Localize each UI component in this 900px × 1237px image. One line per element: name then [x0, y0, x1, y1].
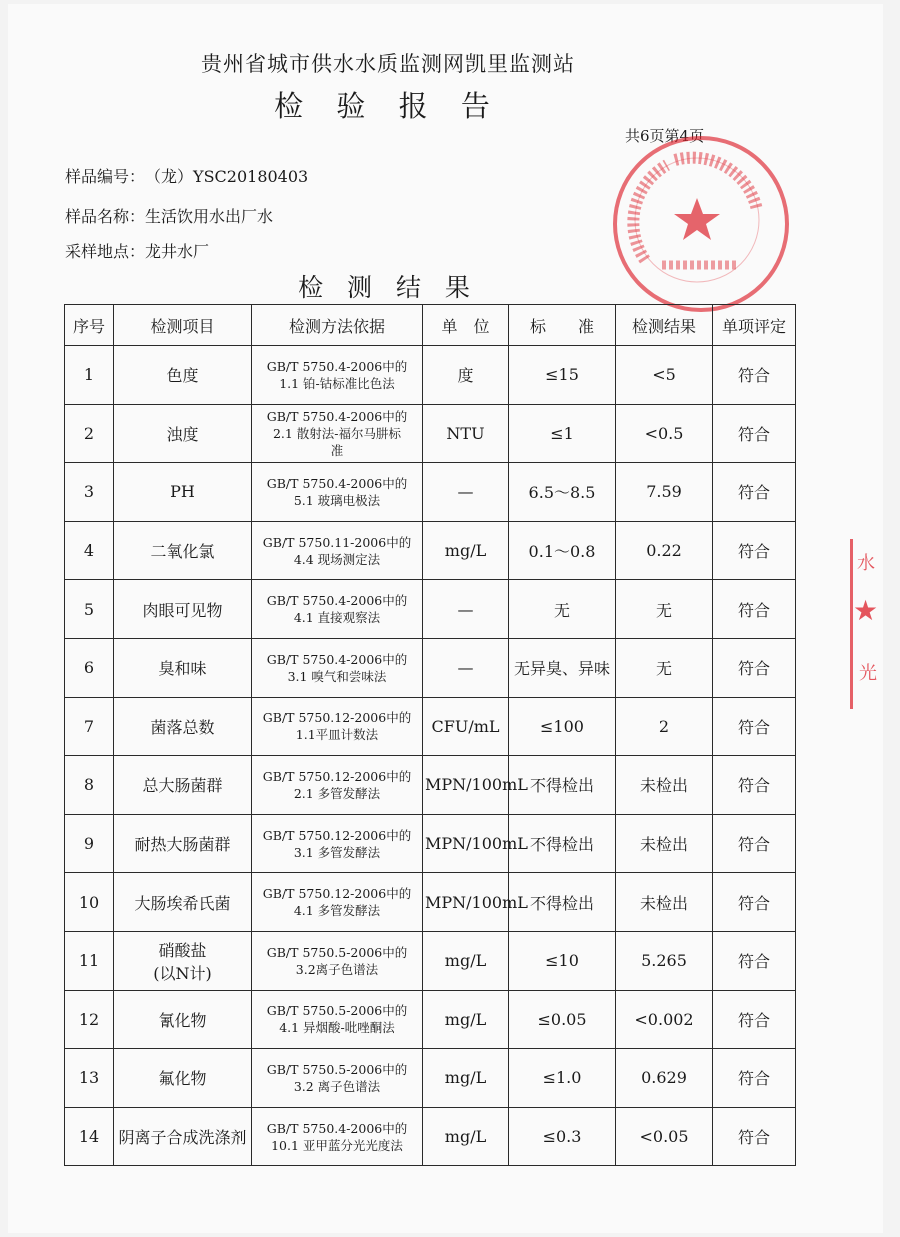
cell-verdict: 符合: [713, 521, 796, 580]
cell-standard: ≤100: [509, 697, 616, 756]
cell-standard: 不得检出: [509, 873, 616, 932]
cell-no: 13: [65, 1049, 114, 1108]
cell-verdict: 符合: [713, 931, 796, 990]
cell-result: 无: [616, 638, 713, 697]
item-name: 菌落总数: [150, 717, 215, 737]
partial-seal-stamp: 水 ★ 光: [850, 539, 893, 709]
cell-no: 3: [65, 463, 114, 522]
table-row: [65, 873, 796, 932]
cell-unit: 度: [423, 346, 509, 405]
item-name: 耐热大肠菌群: [134, 835, 231, 855]
cell-item: [114, 638, 252, 697]
cell-result: <0.05: [616, 1107, 713, 1166]
cell-method: [252, 463, 423, 522]
cell-verdict: 符合: [713, 404, 796, 463]
sample-name-label: 样品名称：: [65, 207, 146, 226]
table-header-row: [65, 305, 796, 346]
method-line: GB/T 5750.4-2006中的: [266, 358, 408, 374]
cell-no: 12: [65, 990, 114, 1049]
sample-name-row: [65, 204, 273, 227]
cell-item: [114, 1107, 252, 1166]
method-line: GB/T 5750.12-2006中的: [262, 710, 412, 726]
cell-method: [252, 1107, 423, 1166]
method-line: 4.1 直接观察法: [293, 610, 381, 626]
cell-unit: MPN/100mL: [423, 873, 509, 932]
method-line: GB/T 5750.4-2006中的: [266, 475, 408, 491]
method-line: 10.1 亚甲蓝分光光度法: [271, 1137, 403, 1153]
sample-number-value: （龙）YSC20180403: [145, 167, 309, 186]
cell-result: <5: [616, 346, 713, 405]
sample-number-row: [65, 164, 308, 187]
cell-no: 10: [65, 873, 114, 932]
cell-verdict: 符合: [713, 638, 796, 697]
item-name: 总大肠菌群: [142, 776, 223, 796]
item-name: 二氧化氯: [150, 542, 215, 562]
cell-item: [114, 580, 252, 639]
cell-unit: NTU: [423, 404, 509, 463]
method-line: 2.1 散射法-福尔马肼标: [272, 425, 402, 441]
item-name: 氰化物: [158, 1010, 207, 1030]
method-line: 3.2 离子色谱法: [293, 1078, 381, 1094]
method-line: 1.1 铂-钴标准比色法: [279, 375, 395, 391]
cell-unit: mg/L: [423, 1049, 509, 1108]
cell-method: [252, 873, 423, 932]
method-line: GB/T 5750.12-2006中的: [262, 827, 412, 843]
organization-title: 贵州省城市供水水质监测网凯里监测站: [201, 52, 575, 76]
cell-method: [252, 931, 423, 990]
cell-method: [252, 756, 423, 815]
cell-result: 7.59: [616, 463, 713, 522]
cell-result: 未检出: [616, 814, 713, 873]
cell-method: [252, 404, 423, 463]
cell-method: [252, 814, 423, 873]
cell-no: 5: [65, 580, 114, 639]
cell-standard: 不得检出: [509, 756, 616, 815]
table-row: [65, 814, 796, 873]
cell-result: 无: [616, 580, 713, 639]
method-line: 4.1 异烟酸-吡唑酮法: [279, 1020, 395, 1036]
cell-result: 5.265: [616, 931, 713, 990]
method-line: GB/T 5750.5-2006中的: [266, 944, 408, 960]
col-header-item: 检测项目: [114, 305, 252, 346]
col-header-unit: 单 位: [423, 305, 509, 346]
item-name: 臭和味: [158, 659, 207, 679]
item-name: 肉眼可见物: [142, 600, 223, 620]
item-name: 阴离子合成洗涤剂: [118, 1128, 247, 1148]
cell-item: [114, 521, 252, 580]
cell-standard: ≤0.3: [509, 1107, 616, 1166]
report-page: [8, 4, 883, 1233]
cell-verdict: 符合: [713, 346, 796, 405]
method-line: GB/T 5750.12-2006中的: [262, 768, 412, 784]
cell-no: 7: [65, 697, 114, 756]
cell-unit: —: [423, 463, 509, 522]
cell-unit: mg/L: [423, 521, 509, 580]
table-row: [65, 638, 796, 697]
cell-standard: 0.1～0.8: [509, 521, 616, 580]
cell-standard: ≤1: [509, 404, 616, 463]
cell-unit: mg/L: [423, 931, 509, 990]
cell-standard: 6.5～8.5: [509, 463, 616, 522]
sampling-site-label: 采样地点：: [65, 242, 146, 261]
method-line: 4.4 现场测定法: [293, 551, 381, 567]
cell-verdict: 符合: [713, 463, 796, 522]
cell-verdict: 符合: [713, 873, 796, 932]
table-row: [65, 463, 796, 522]
item-note: (以N计): [153, 963, 212, 983]
table-row: [65, 404, 796, 463]
method-line: 3.1 多管发酵法: [293, 844, 381, 860]
star-icon: [674, 198, 720, 240]
table-row: [65, 1049, 796, 1108]
cell-no: 2: [65, 404, 114, 463]
item-name: 氟化物: [158, 1069, 207, 1089]
cell-no: 1: [65, 346, 114, 405]
cell-method: [252, 580, 423, 639]
table-row: [65, 346, 796, 405]
cell-method: [252, 697, 423, 756]
col-header-standard: 标 准: [509, 305, 616, 346]
table-row: [65, 756, 796, 815]
cell-no: 9: [65, 814, 114, 873]
method-line: 4.1 多管发酵法: [293, 903, 381, 919]
cell-unit: mg/L: [423, 990, 509, 1049]
method-line: GB/T 5750.11-2006中的: [262, 534, 412, 550]
method-line: GB/T 5750.4-2006中的: [266, 1120, 408, 1136]
method-line: 1.1平皿计数法: [295, 727, 379, 743]
cell-result: 2: [616, 697, 713, 756]
cell-standard: 不得检出: [509, 814, 616, 873]
cell-verdict: 符合: [713, 580, 796, 639]
cell-result: <0.5: [616, 404, 713, 463]
cell-unit: —: [423, 638, 509, 697]
cell-verdict: 符合: [713, 814, 796, 873]
cell-item: [114, 990, 252, 1049]
cell-item: [114, 756, 252, 815]
sampling-site-row: [65, 239, 209, 262]
cell-standard: ≤10: [509, 931, 616, 990]
item-name: 硝酸盐: [158, 940, 207, 960]
method-line: GB/T 5750.12-2006中的: [262, 886, 412, 902]
cell-unit: —: [423, 580, 509, 639]
table-row: [65, 1107, 796, 1166]
cell-item: [114, 814, 252, 873]
cell-item: [114, 346, 252, 405]
cell-method: [252, 346, 423, 405]
section-title: 检 测 结 果: [298, 273, 478, 302]
cell-item: [114, 697, 252, 756]
cell-no: 6: [65, 638, 114, 697]
method-line: 准: [330, 442, 344, 458]
method-line: GB/T 5750.4-2006中的: [266, 651, 408, 667]
item-name: 浊度: [166, 424, 199, 444]
cell-method: [252, 521, 423, 580]
cell-unit: mg/L: [423, 1107, 509, 1166]
report-title: 检 验 报 告: [274, 89, 502, 123]
sample-number-label: 样品编号：: [65, 167, 146, 186]
cell-standard: ≤0.05: [509, 990, 616, 1049]
item-name: PH: [170, 482, 195, 502]
cell-no: 14: [65, 1107, 114, 1166]
cell-no: 8: [65, 756, 114, 815]
cell-item: [114, 873, 252, 932]
official-seal-stamp: [613, 136, 789, 312]
cell-result: 0.629: [616, 1049, 713, 1108]
cell-method: [252, 990, 423, 1049]
col-header-method: 检测方法依据: [252, 305, 423, 346]
cell-standard: 无: [509, 580, 616, 639]
cell-result: <0.002: [616, 990, 713, 1049]
item-name: 大肠埃希氏菌: [134, 893, 231, 913]
method-line: 5.1 玻璃电极法: [293, 492, 381, 508]
cell-item: [114, 463, 252, 522]
sample-name-value: 生活饮用水出厂水: [145, 207, 274, 226]
cell-unit: MPN/100mL: [423, 814, 509, 873]
cell-unit: MPN/100mL: [423, 756, 509, 815]
cell-result: 未检出: [616, 756, 713, 815]
table-row: [65, 990, 796, 1049]
cell-result: 未检出: [616, 873, 713, 932]
cell-no: 4: [65, 521, 114, 580]
item-name: 色度: [166, 366, 199, 386]
table-row: [65, 697, 796, 756]
table-row: [65, 580, 796, 639]
table-row: [65, 931, 796, 990]
cell-standard: 无异臭、异味: [509, 638, 616, 697]
method-line: GB/T 5750.4-2006中的: [266, 408, 408, 424]
cell-unit: CFU/mL: [423, 697, 509, 756]
cell-verdict: 符合: [713, 756, 796, 815]
method-line: 3.2离子色谱法: [295, 961, 379, 977]
cell-standard: ≤1.0: [509, 1049, 616, 1108]
col-header-result: 检测结果: [616, 305, 713, 346]
col-header-no: 序号: [65, 305, 114, 346]
cell-standard: ≤15: [509, 346, 616, 405]
method-line: GB/T 5750.5-2006中的: [266, 1061, 408, 1077]
cell-method: [252, 638, 423, 697]
page-indicator: 共6页第4页: [625, 127, 705, 145]
method-line: GB/T 5750.5-2006中的: [266, 1003, 408, 1019]
method-line: 2.1 多管发酵法: [293, 785, 381, 801]
results-table: [64, 304, 796, 1166]
cell-item: [114, 404, 252, 463]
sampling-site-value: 龙井水厂: [145, 242, 210, 261]
cell-no: 11: [65, 931, 114, 990]
cell-item: [114, 931, 252, 990]
cell-verdict: 符合: [713, 697, 796, 756]
cell-verdict: 符合: [713, 1107, 796, 1166]
method-line: GB/T 5750.4-2006中的: [266, 593, 408, 609]
method-line: 3.1 嗅气和尝味法: [287, 668, 387, 684]
col-header-verdict: 单项评定: [713, 305, 796, 346]
cell-result: 0.22: [616, 521, 713, 580]
cell-verdict: 符合: [713, 1049, 796, 1108]
cell-verdict: 符合: [713, 990, 796, 1049]
cell-method: [252, 1049, 423, 1108]
cell-item: [114, 1049, 252, 1108]
table-row: [65, 521, 796, 580]
